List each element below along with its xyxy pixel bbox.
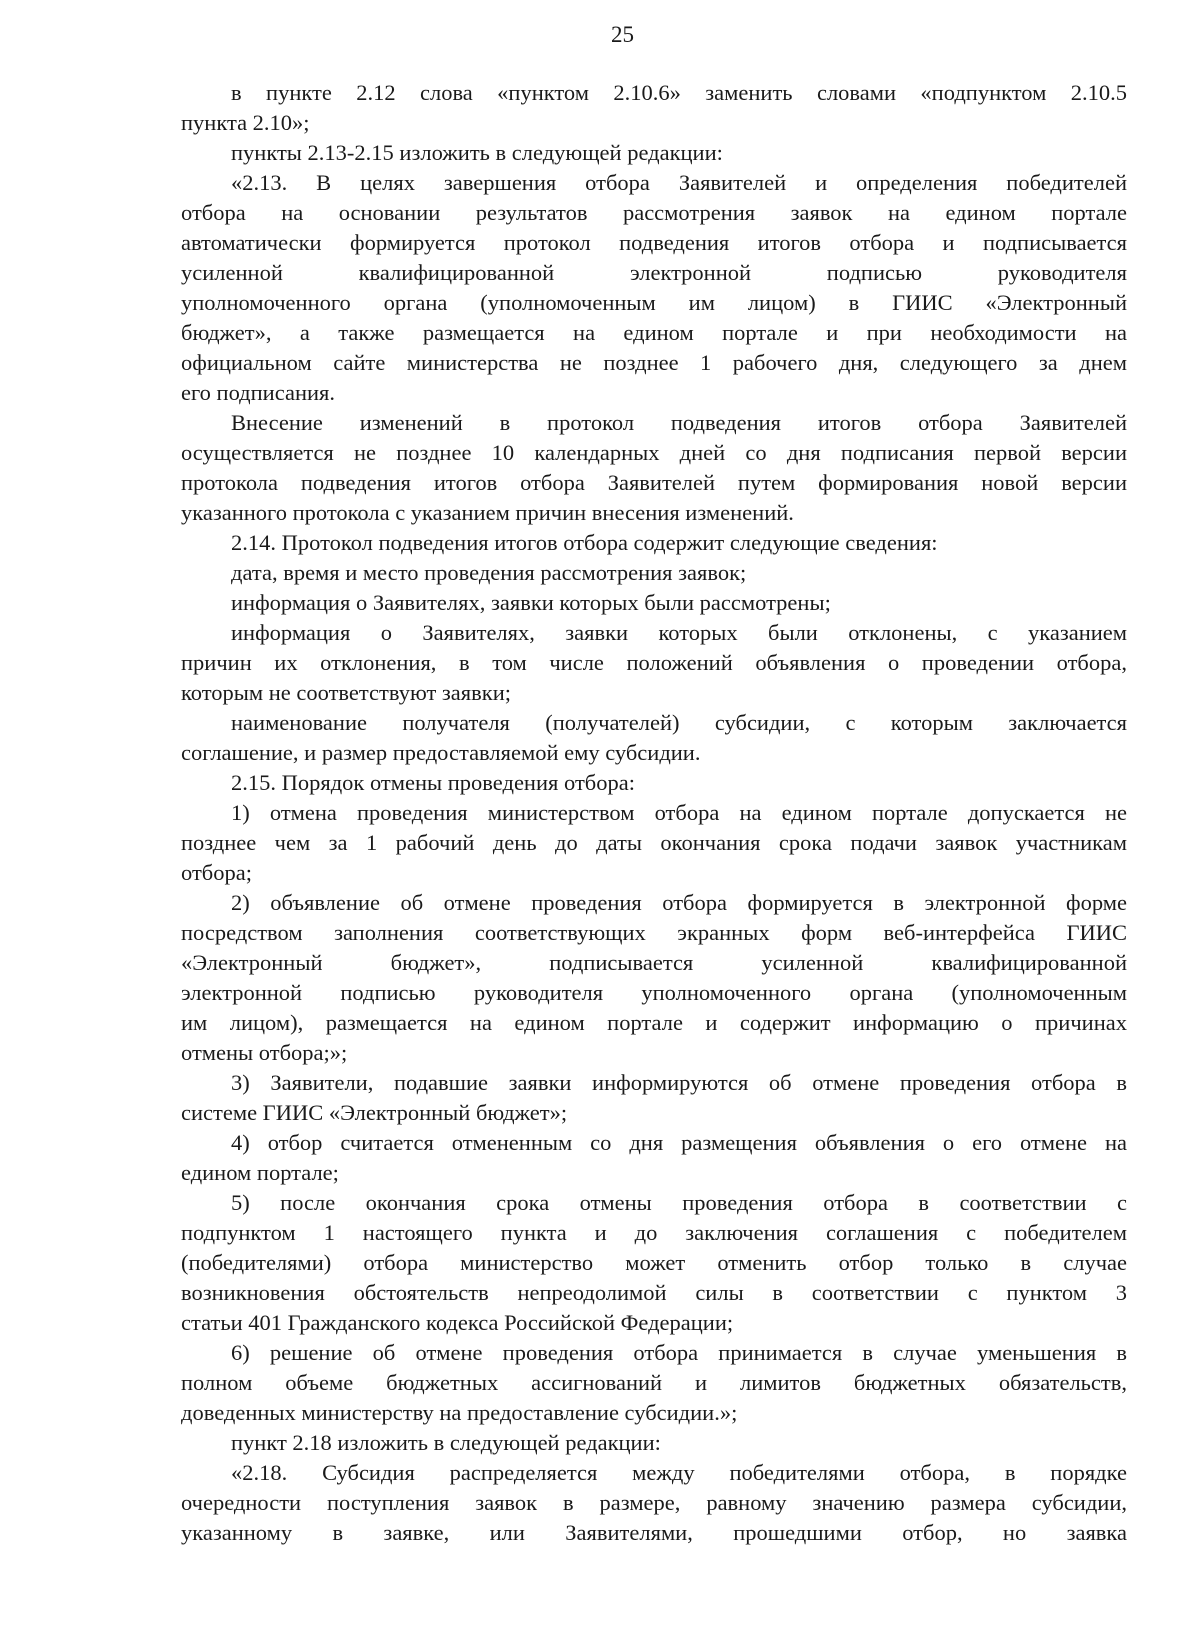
text-line: 2) объявление об отмене проведения отбора формируется в электронной форме (231, 890, 1127, 915)
text-line: электронной подписью руководителя уполномоченного органа (уполномоченным (181, 980, 1127, 1005)
text-line: очередности поступления заявок в размере, равному значению размера субсидии, (181, 1490, 1127, 1515)
text-line: соглашение, и размер предоставляемой ему субсидии. (181, 740, 701, 765)
text-line: возникновения обстоятельств непреодолимой силы в соответствии с пунктом 3 (181, 1280, 1127, 1305)
text-line: «2.13. В целях завершения отбора Заявителей и определения победителей (231, 170, 1127, 195)
text-line: 1) отмена проведения министерством отбора на едином портале допускается не (231, 800, 1127, 825)
text-line: подпунктом 1 настоящего пункта и до заключения соглашения с победителем (181, 1220, 1127, 1245)
text-line: им лицом), размещается на едином портале и содержит информацию о причинах (181, 1010, 1127, 1035)
text-line: указанному в заявке, или Заявителями, прошедшими отбор, но заявка (181, 1520, 1127, 1545)
text-line: отбора на основании результатов рассмотрения заявок на едином портале (181, 200, 1127, 225)
text-line: 4) отбор считается отмененным со дня размещения объявления о его отмене на (231, 1130, 1127, 1155)
text-line: 3) Заявители, подавшие заявки информируются об отмене проведения отбора в (231, 1070, 1127, 1095)
text-line: которым не соответствуют заявки; (181, 680, 511, 705)
text-line: информация о Заявителях, заявки которых были рассмотрены; (231, 590, 831, 615)
text-line: отмены отбора;»; (181, 1040, 348, 1065)
text-line: статьи 401 Гражданского кодекса Российской Федерации; (181, 1310, 734, 1335)
text-line: «Электронный бюджет», подписывается усиленной квалифицированной (181, 950, 1127, 975)
text-line: «2.18. Субсидия распределяется между победителями отбора, в порядке (231, 1460, 1127, 1485)
text-line: доведенных министерству на предоставление субсидии.»; (181, 1400, 738, 1425)
text-line: позднее чем за 1 рабочий день до даты окончания срока подачи заявок участникам (181, 830, 1127, 855)
text-line: Внесение изменений в протокол подведения итогов отбора Заявителей (231, 410, 1127, 435)
page-number: 25 (611, 22, 634, 47)
text-line: 2.15. Порядок отмены проведения отбора: (231, 770, 635, 795)
text-line: системе ГИИС «Электронный бюджет»; (181, 1100, 568, 1125)
text-line: отбора; (181, 860, 252, 885)
text-line: указанного протокола с указанием причин внесения изменений. (181, 500, 794, 525)
text-line: пункты 2.13-2.15 изложить в следующей редакции: (231, 140, 723, 165)
text-line: его подписания. (181, 380, 336, 405)
text-line: усиленной квалифицированной электронной подписью руководителя (181, 260, 1127, 285)
text-line: причин их отклонения, в том числе положений объявления о проведении отбора, (181, 650, 1127, 675)
text-line: информация о Заявителях, заявки которых были отклонены, с указанием (231, 620, 1127, 645)
text-line: полном объеме бюджетных ассигнований и лимитов бюджетных обязательств, (181, 1370, 1127, 1395)
text-line: 2.14. Протокол подведения итогов отбора содержит следующие сведения: (231, 530, 938, 555)
text-line: официальном сайте министерства не позднее 1 рабочего дня, следующего за днем (181, 350, 1127, 375)
text-line: едином портале; (181, 1160, 339, 1185)
text-line: 6) решение об отмене проведения отбора принимается в случае уменьшения в (231, 1340, 1127, 1365)
text-line: автоматически формируется протокол подведения итогов отбора и подписывается (181, 230, 1127, 255)
document-body (181, 78, 1127, 1548)
text-line: (победителями) отбора министерство может отменить отбор только в случае (181, 1250, 1127, 1275)
text-line: посредством заполнения соответствующих экранных форм веб-интерфейса ГИИС (181, 920, 1127, 945)
text-line: осуществляется не позднее 10 календарных дней со дня подписания первой версии (181, 440, 1127, 465)
text-line: протокола подведения итогов отбора Заявителей путем формирования новой версии (181, 470, 1127, 495)
text-line: бюджет», а также размещается на едином портале и при необходимости на (181, 320, 1127, 345)
text-line: дата, время и место проведения рассмотрения заявок; (231, 560, 747, 585)
text-line: 5) после окончания срока отмены проведения отбора в соответствии с (231, 1190, 1127, 1215)
text-line: уполномоченного органа (уполномоченным им лицом) в ГИИС «Электронный (181, 290, 1127, 315)
text-line: наименование получателя (получателей) субсидии, с которым заключается (231, 710, 1127, 735)
text-line: в пункте 2.12 слова «пунктом 2.10.6» заменить словами «подпунктом 2.10.5 (231, 80, 1127, 105)
text-line: пункт 2.18 изложить в следующей редакции: (231, 1430, 661, 1455)
text-line: пункта 2.10»; (181, 110, 310, 135)
